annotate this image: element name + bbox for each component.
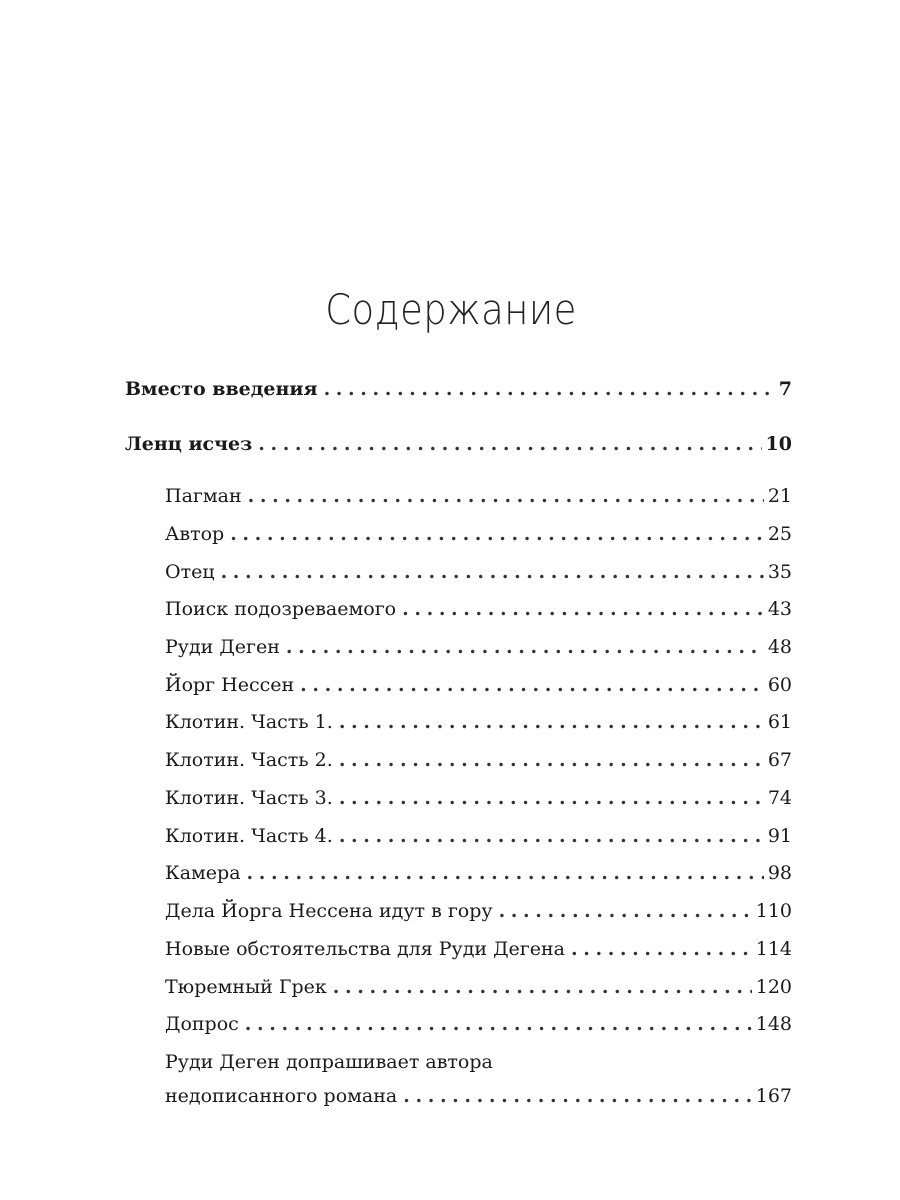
toc-entry[interactable]	[165, 937, 792, 961]
page-title: Содержание	[325, 285, 577, 334]
toc-entry[interactable]	[125, 377, 792, 401]
toc-entry[interactable]	[125, 432, 792, 456]
toc-entry[interactable]	[165, 522, 792, 546]
toc-entry[interactable]	[165, 975, 792, 999]
toc-entry-title-wrap	[165, 1050, 792, 1108]
dot-leader	[324, 377, 775, 401]
toc-entry-page: 67	[767, 749, 792, 771]
dot-leader	[499, 899, 752, 923]
toc-entry-page: 61	[767, 711, 792, 733]
dot-leader	[247, 861, 764, 885]
toc-entry-page: 43	[767, 598, 792, 620]
toc-entry-page: 114	[755, 938, 792, 960]
toc-entry[interactable]	[165, 1012, 792, 1036]
dot-leader	[402, 597, 764, 621]
toc-entry-title: Дела Йорга Нессена идут в гору	[165, 900, 493, 922]
toc-entry-page: 120	[755, 976, 792, 998]
toc-entry[interactable]	[165, 597, 792, 621]
toc-entry[interactable]	[165, 1050, 792, 1108]
toc-entry-page: 74	[767, 787, 792, 809]
toc-entry[interactable]	[165, 484, 792, 508]
toc-entry-title: Автор	[165, 523, 225, 545]
toc-entry-page: 21	[767, 485, 792, 507]
dot-leader	[339, 710, 764, 734]
toc-entry-title: Пагман	[165, 485, 242, 507]
toc-entry-title: Клотин. Часть 4.	[165, 825, 333, 847]
toc-entry-title: Допрос	[165, 1013, 239, 1035]
toc-entry-title-line2-row	[165, 1084, 792, 1108]
dot-leader	[230, 522, 764, 546]
toc-entry[interactable]	[165, 899, 792, 923]
toc-entry[interactable]	[165, 786, 792, 810]
dot-leader	[339, 748, 764, 772]
dot-leader	[248, 484, 764, 508]
dot-leader	[339, 786, 764, 810]
toc-entry[interactable]	[165, 635, 792, 659]
toc-entry-title-line1: Руди Деген допрашивает автора	[165, 1051, 493, 1073]
toc-entry-title: Клотин. Часть 2.	[165, 749, 333, 771]
toc-entry-title: Тюремный Грек	[165, 976, 327, 998]
toc-entry-page: 110	[755, 900, 792, 922]
dot-leader	[286, 635, 764, 659]
toc-entry-title: Вместо введения	[125, 378, 318, 400]
toc-entry-page: 91	[767, 825, 792, 847]
toc-entry-title: Отец	[165, 561, 215, 583]
toc-entry-page: 98	[767, 862, 792, 884]
toc-entry[interactable]	[165, 560, 792, 584]
toc-entry[interactable]	[165, 861, 792, 885]
toc-entry[interactable]	[165, 710, 792, 734]
toc-entry-page: 7	[778, 378, 792, 400]
dot-leader	[339, 824, 764, 848]
dot-leader	[245, 1012, 752, 1036]
dot-leader	[333, 975, 752, 999]
toc-entry-title: Клотин. Часть 3.	[165, 787, 333, 809]
dot-leader	[221, 560, 764, 584]
dot-leader	[300, 673, 764, 697]
dot-leader	[258, 432, 761, 456]
toc-entry-title-line2: недописанного романа	[165, 1085, 398, 1107]
toc-entry-page: 10	[765, 433, 792, 455]
dot-leader	[571, 937, 752, 961]
toc-entry-title: Йорг Нессен	[165, 674, 295, 696]
toc-entry-title: Поиск подозреваемого	[165, 598, 397, 620]
toc-entry-page: 25	[767, 523, 792, 545]
toc-entry-page: 167	[755, 1085, 792, 1107]
toc-entry-title: Клотин. Часть 1.	[165, 711, 333, 733]
toc-entry[interactable]	[165, 824, 792, 848]
dot-leader	[403, 1084, 751, 1108]
toc-entry-title: Ленц исчез	[125, 433, 253, 455]
toc-entry-title: Камера	[165, 862, 241, 884]
toc-entry-title: Руди Деген	[165, 636, 280, 658]
toc-entry-page: 48	[767, 636, 792, 658]
toc-entry-page: 148	[755, 1013, 792, 1035]
toc-entry-page: 35	[767, 561, 792, 583]
toc-entry[interactable]	[165, 748, 792, 772]
toc-entry[interactable]	[165, 673, 792, 697]
toc-entry-title: Новые обстоятельства для Руди Дегена	[165, 938, 565, 960]
toc-entry-page: 60	[767, 674, 792, 696]
